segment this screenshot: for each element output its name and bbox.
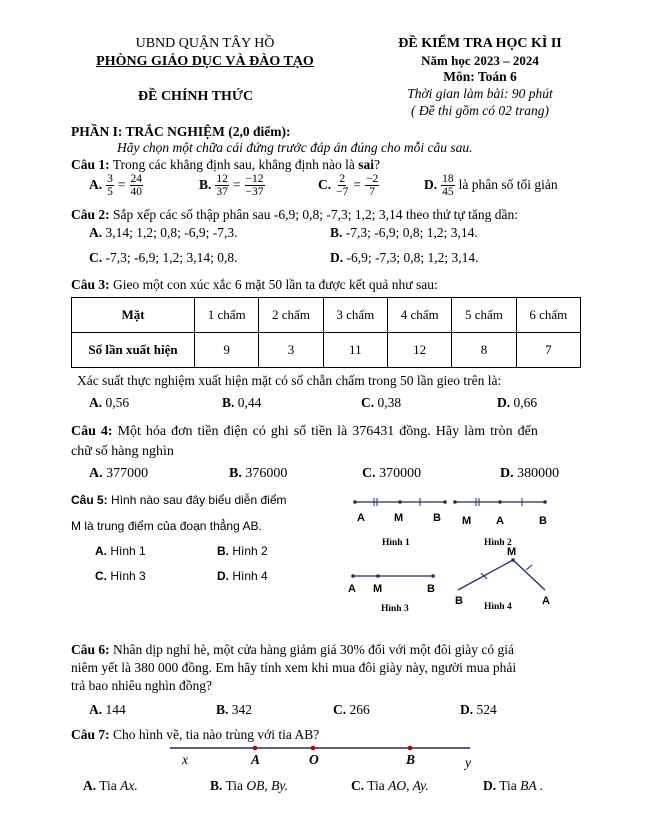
q4-stem-line2: chữ số hàng nghìn [71,444,174,459]
denominator: 40 [130,186,142,199]
q5-text: Hình nào sau đây biểu diễn điểm [111,493,287,507]
table-header-cell: 3 chấm [323,298,387,333]
q6-label: Câu 6: [71,642,110,657]
fraction [335,173,349,198]
option-text: Hình 4 [232,569,268,583]
option-text: Hình 1 [110,544,146,558]
fig4-label-a: A [542,595,550,607]
option-letter: D. [483,778,497,793]
duration: Thời gian làm bài: 90 phút [407,85,553,101]
school-year: Năm học 2023 – 2024 [421,52,539,68]
q6-text: Nhân dịp nghỉ hè, một cửa hàng giảm giá 30% đối với một đôi giày có giá [113,642,515,657]
figure-1 [353,498,447,506]
q3-label: Câu 3: [71,277,110,292]
q1-option-a[interactable] [89,173,144,198]
table-cell: 11 [323,333,387,368]
table-header-cell: 4 chấm [387,298,451,333]
q1-text: Trong các khẳng định sau, khẳng định nào là [112,157,355,172]
q4-option-a[interactable] [89,465,148,483]
q6-stem-line3: trả bao nhiêu nghìn đồng? [71,678,212,693]
point-m [398,500,402,504]
option-letter: C. [362,466,376,481]
exam-title: ĐỀ KIỂM TRA HỌC KÌ II [398,36,562,51]
option-letter: B. [216,702,229,717]
option-letter: C. [318,177,332,193]
numerator: 18 [442,173,454,185]
option-text: -7,3; -6,9; 1,2; 3,14; 0,8. [105,250,238,265]
fig4-caption: Hình 4 [484,602,512,612]
option-letter: D. [460,702,474,717]
option-letter: A. [89,466,103,481]
q2-option-b[interactable] [330,225,478,242]
q7-label-a: A [251,752,261,767]
q1-qmark: ? [374,157,381,172]
fig4-label-b: B [455,595,463,607]
option-text: 3,14; 1,2; 0,8; -6,9; -7,3. [105,225,238,240]
table-header-cell: 1 chấm [195,298,259,333]
option-text: 376000 [245,466,288,481]
q7-label-b: B [406,752,416,767]
table-cell: 7 [516,333,580,368]
denominator: −7 [336,186,349,199]
q7-ray-figure [170,740,490,760]
header-right [380,35,580,119]
table-header-cell: Mặt [72,298,195,333]
table-cell: 3 [259,333,323,368]
q4-stem-line1 [71,423,538,441]
q1-label: Câu 1: [71,157,110,172]
option-letter: B. [210,778,223,793]
option-letter: D. [330,250,344,265]
table-header-cell: 5 chấm [452,298,516,333]
q6-stem-line2: niêm yết là 380 000 đồng. Em hãy tính xem khi mua đôi giày này, người mua phải [71,660,517,675]
option-letter: D. [217,569,229,583]
official-label: ĐỀ CHÍNH THỨC [138,89,254,104]
option-text: Tia [99,778,117,793]
option-text: 0,56 [105,395,130,410]
q7-option-b[interactable] [210,778,288,795]
q5-option-c[interactable] [95,569,146,584]
option-letter: A. [83,778,97,793]
fraction [130,173,144,198]
denominator: 37 [216,186,228,199]
q4-option-d[interactable] [500,465,559,483]
q7-option-d[interactable] [483,778,543,795]
q7-label-o: O [309,752,319,767]
q7-text: Cho hình vẽ, tia nào trùng với tia AB? [113,727,320,742]
part1-instruction: Hãy chọn một chữa cái đứng trước đáp án đúng cho mỗi câu sau. [117,140,473,155]
option-letter: A. [95,544,107,558]
q2-option-a[interactable] [89,225,238,242]
q6-option-d[interactable] [460,702,497,719]
q1-stem [71,157,380,174]
point-o [311,746,316,751]
q3-stem [71,277,438,294]
fraction [365,173,379,198]
figure-3 [351,574,435,578]
option-text: 266 [349,702,370,717]
q1-keyword: sai [358,157,375,172]
q2-label: Câu 2: [71,207,110,222]
option-text: là phân số tối giản [458,177,558,193]
q6-stem-line1 [71,642,514,659]
q1-option-b[interactable] [199,173,266,198]
point-m [453,500,457,504]
tick-mark [526,565,532,570]
option-letter: B. [222,395,235,410]
table-row [72,333,581,368]
dice-results-table [71,297,581,368]
q5-option-d[interactable] [217,569,268,584]
option-letter: A. [89,225,103,240]
table-row [72,298,581,333]
q3-question: Xác suất thực nghiệm xuất hiện mặt có số chẵn chấm trong 50 lần gieo trên là: [77,373,502,388]
fig1-caption: Hình 1 [382,538,410,548]
option-text: Tia [225,778,244,793]
option-math: OB, By. [246,778,289,793]
q1-option-d[interactable] [424,173,558,198]
denominator: 5 [107,186,113,199]
option-text: Tia [367,778,385,793]
q4-text: Một hóa đơn tiền điện có ghi số tiền là 376431 đồng. Hãy làm tròn đến [117,424,538,439]
fig2-caption: Hình 2 [484,538,512,548]
q6-option-a[interactable] [89,702,126,719]
fig1-label-m: M [394,512,404,524]
option-letter: D. [500,466,514,481]
table-header-cell: 6 chấm [516,298,580,333]
fraction [245,173,265,198]
option-letter: D. [497,395,511,410]
option-letter: A. [89,177,103,193]
option-text: 0,38 [377,395,402,410]
point-a [253,746,258,751]
option-text: 144 [105,702,126,717]
q5-option-b[interactable] [217,544,268,559]
q7-label-x: x [182,752,188,767]
point-b [431,574,435,578]
q3-option-c[interactable] [361,395,401,412]
denominator: −37 [245,186,264,199]
segment-bm [458,560,513,590]
option-math: AO, Ay. [388,778,429,793]
option-letter: C. [361,395,375,410]
q3-option-d[interactable] [497,395,537,412]
option-text: 370000 [379,466,422,481]
option-letter: B. [330,225,343,240]
option-letter: C. [333,702,347,717]
q3-option-a[interactable] [89,395,129,412]
q4-label: Câu 4: [71,424,113,439]
fig3-label-a: A [348,583,356,595]
table-cell: 9 [195,333,259,368]
option-letter: C. [95,569,107,583]
q3-option-b[interactable] [222,395,261,412]
q5-stem-line2: M là trung điểm của đoạn thẳng AB. [71,519,262,533]
option-letter: D. [424,177,438,193]
figure-4 [458,558,545,590]
fraction [441,173,455,198]
equals-sign: = [353,177,361,193]
q7-label: Câu 7: [71,727,110,742]
option-letter: A. [89,702,103,717]
denominator: 45 [442,186,454,199]
equals-sign: = [232,177,241,193]
option-math: Ax. [120,778,138,793]
q7-label-y: y [465,755,471,770]
numerator: 2 [339,173,346,185]
option-text: 342 [231,702,253,717]
fig2-label-b: B [539,515,547,527]
fig2-label-a: A [496,515,504,527]
option-text: 380000 [517,466,560,481]
fraction [106,173,114,198]
fig3-label-m: M [373,583,383,595]
q2-option-d[interactable] [330,250,479,267]
option-letter: B. [199,177,212,193]
q4-option-b[interactable] [229,465,287,483]
header-left [85,35,325,70]
fig3-caption: Hình 3 [381,604,409,614]
option-text: Tia [499,778,517,793]
part1-title: PHẦN I: TRẮC NGHIỆM (2,0 điểm): [71,124,291,139]
figure-2 [453,498,547,506]
option-text: Hình 2 [232,544,268,558]
option-text: 524 [476,702,497,717]
q2-option-c[interactable] [89,250,238,267]
q7-option-c[interactable] [351,778,429,795]
fig4-label-m: M [507,546,517,558]
option-text: -6,9; -7,3; 0,8; 1,2; 3,14. [346,250,479,265]
fig1-label-b: B [433,512,441,524]
fig1-label-a: A [357,512,365,524]
authority-name: UBND QUẬN TÂY HỒ [135,36,275,51]
numerator: 12 [216,173,228,185]
q4-option-c[interactable] [362,465,421,483]
denominator: 7 [369,186,375,199]
equals-sign: = [117,177,126,193]
numerator: −12 [245,173,264,185]
option-text: 0,44 [237,395,262,410]
point-b [443,500,447,504]
q6-option-b[interactable] [216,702,252,719]
option-letter: B. [217,544,229,558]
q2-stem [71,207,518,224]
numerator: −2 [366,173,379,185]
table-cell: 12 [387,333,451,368]
point-m [376,574,380,578]
option-text: -7,3; -6,9; 0,8; 1,2; 3,14. [345,225,478,240]
option-text: Hình 3 [110,569,146,583]
subject: Môn: Toán 6 [443,68,517,84]
fig2-label-m: M [462,515,472,527]
q5-stem-line1 [71,493,286,508]
option-text: 377000 [106,466,149,481]
numerator: 3 [107,173,113,185]
option-math: BA . [520,778,544,793]
point-a [498,500,502,504]
table-header-cell: 2 chấm [259,298,323,333]
pages-note: ( Đề thi gồm có 02 trang) [411,102,549,118]
option-letter: B. [229,466,242,481]
fig3-label-b: B [427,583,435,595]
table-cell: 8 [452,333,516,368]
table-row-label: Số lần xuất hiện [72,333,195,368]
option-letter: C. [89,250,103,265]
point-b [408,746,413,751]
point-a [351,574,355,578]
option-letter: C. [351,778,365,793]
q6-option-c[interactable] [333,702,370,719]
q7-option-a[interactable] [83,778,138,795]
point-b [543,500,547,504]
point-a [353,500,357,504]
q3-text: Gieo một con xúc xắc 6 mặt 50 lần ta được kết quả như sau: [113,277,438,292]
q5-label: Câu 5: [71,493,108,507]
numerator: 24 [130,173,142,185]
fraction [215,173,229,198]
tick-mark [481,573,487,579]
department-name: PHÒNG GIÁO DỤC VÀ ĐÀO TẠO [96,53,314,69]
q1-option-c[interactable] [318,173,380,198]
option-text: 0,66 [513,395,538,410]
segment-ma [513,560,545,590]
option-letter: A. [89,395,103,410]
q2-text: Sắp xếp các số thập phân sau -6,9; 0,8; -7,3; 1,2; 3,14 theo thứ tự tăng dần: [113,207,518,222]
q5-option-a[interactable] [95,544,146,559]
